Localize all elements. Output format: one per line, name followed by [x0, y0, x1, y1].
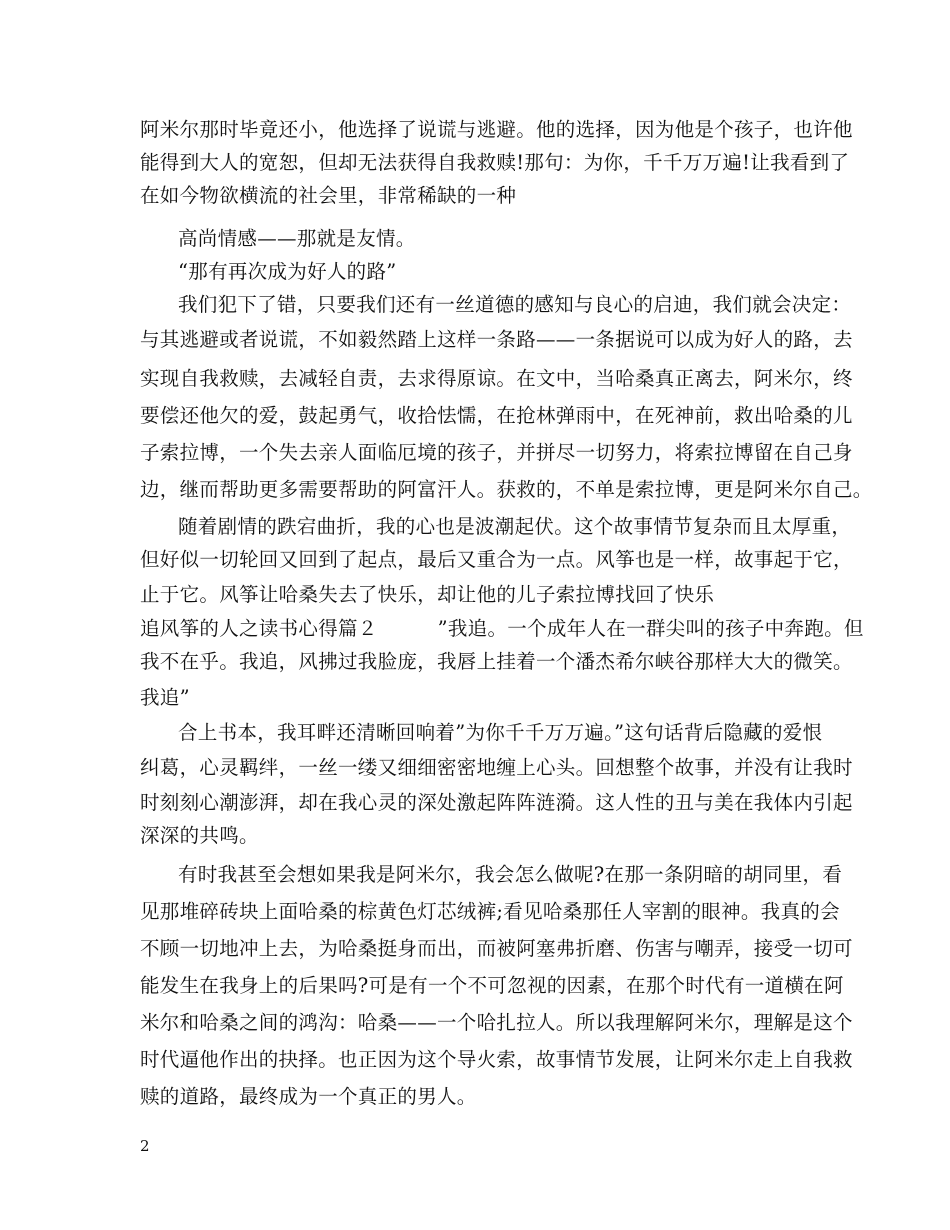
text-line: 边，继而帮助更多需要帮助的阿富汗人。获救的，不单是索拉博，更是阿米尔自己。: [140, 478, 873, 501]
text-line: 有时我甚至会想如果我是阿米尔，我会怎么做呢?在那一条阴暗的胡同里，看: [178, 863, 843, 886]
text-line: 赎的道路，最终成为一个真正的男人。: [140, 1085, 477, 1108]
text-line: 要偿还他欠的爱，鼓起勇气，收拾怯懦，在抢林弹雨中，在死神前，救出哈桑的儿: [140, 404, 853, 427]
text-line: [140, 617, 864, 641]
text-line: 阿米尔那时毕竟还小，他选择了说谎与逃避。他的选择，因为他是个孩子，也许他: [140, 118, 853, 141]
text-line: 随着剧情的跌宕曲折，我的心也是波潮起伏。这个故事情节复杂而且太厚重，: [178, 515, 852, 538]
text-line: 时刻刻心潮澎湃，却在我心灵的深处激起阵阵涟漪。这人性的丑与美在我体内引起: [140, 791, 853, 814]
article-title: 追风筝的人之读书心得篇２: [140, 617, 378, 640]
text-line: 止于它。风筝让哈桑失去了快乐，却让他的儿子索拉博找回了快乐: [140, 583, 715, 606]
text-line: 我追”: [140, 686, 190, 709]
text-line: 我不在乎。我追，风拂过我脸庞，我唇上挂着一个潘杰希尔峡谷那样大大的微笑。: [140, 650, 853, 673]
text-line: 米尔和哈桑之间的鸿沟：哈桑——一个哈扎拉人。所以我理解阿米尔，理解是这个: [140, 1011, 853, 1034]
text-line: 实现自我救赎，去减轻自责，去求得原谅。在文中，当哈桑真正离去，阿米尔，终: [140, 367, 853, 390]
text-line: 时代逼他作出的抉择。也正因为这个导火索，故事情节发展，让阿米尔走上自我救: [140, 1048, 853, 1071]
text-line: 能得到大人的宽恕，但却无法获得自我救赎!那句：为你，千千万万遍!让我看到了: [140, 151, 850, 174]
text-line: 子索拉博，一个失去亲人面临厄境的孩子，并拼尽一切努力，将索拉博留在自己身: [140, 441, 853, 464]
text-line: 合上书本，我耳畔还清晰回响着”为你千千万万遍。”这句话背后隐藏的爱恨: [178, 721, 823, 744]
text-line: 与其逃避或者说谎，不如毅然踏上这样一条路——一条据说可以成为好人的路，去: [140, 328, 853, 351]
text-segment: ”我追。一个成年人在一群尖叫的孩子中奔跑。但: [437, 617, 864, 640]
text-line: 不顾一切地冲上去，为哈桑挺身而出，而被阿塞弗折磨、伤害与嘲弄，接受一切可: [140, 937, 853, 960]
text-line: 但好似一切轮回又回到了起点，最后又重合为一点。风筝也是一样，故事起于它，: [140, 548, 853, 571]
section-heading: “那有再次成为好人的路”: [178, 260, 397, 283]
text-line: 高尚情感——那就是友情。: [178, 227, 416, 250]
text-line: 见那堆碎砖块上面哈桑的棕黄色灯芯绒裤;看见哈桑那任人宰割的眼神。我真的会: [140, 900, 840, 923]
text-line: 深深的共鸣。: [140, 824, 259, 847]
text-line: 纠葛，心灵羁绊，一丝一缕又细细密密地缠上心头。回想整个故事，并没有让我时: [140, 756, 853, 779]
page-number: 2: [140, 1137, 150, 1155]
text-line: 能发生在我身上的后果吗?可是有一个不可忽视的因素，在那个时代有一道横在阿: [140, 974, 844, 997]
text-line: 我们犯下了错，只要我们还有一丝道德的感知与良心的启迪，我们就会决定：: [178, 293, 852, 316]
text-line: 在如今物欲横流的社会里，非常稀缺的一种: [140, 184, 517, 207]
